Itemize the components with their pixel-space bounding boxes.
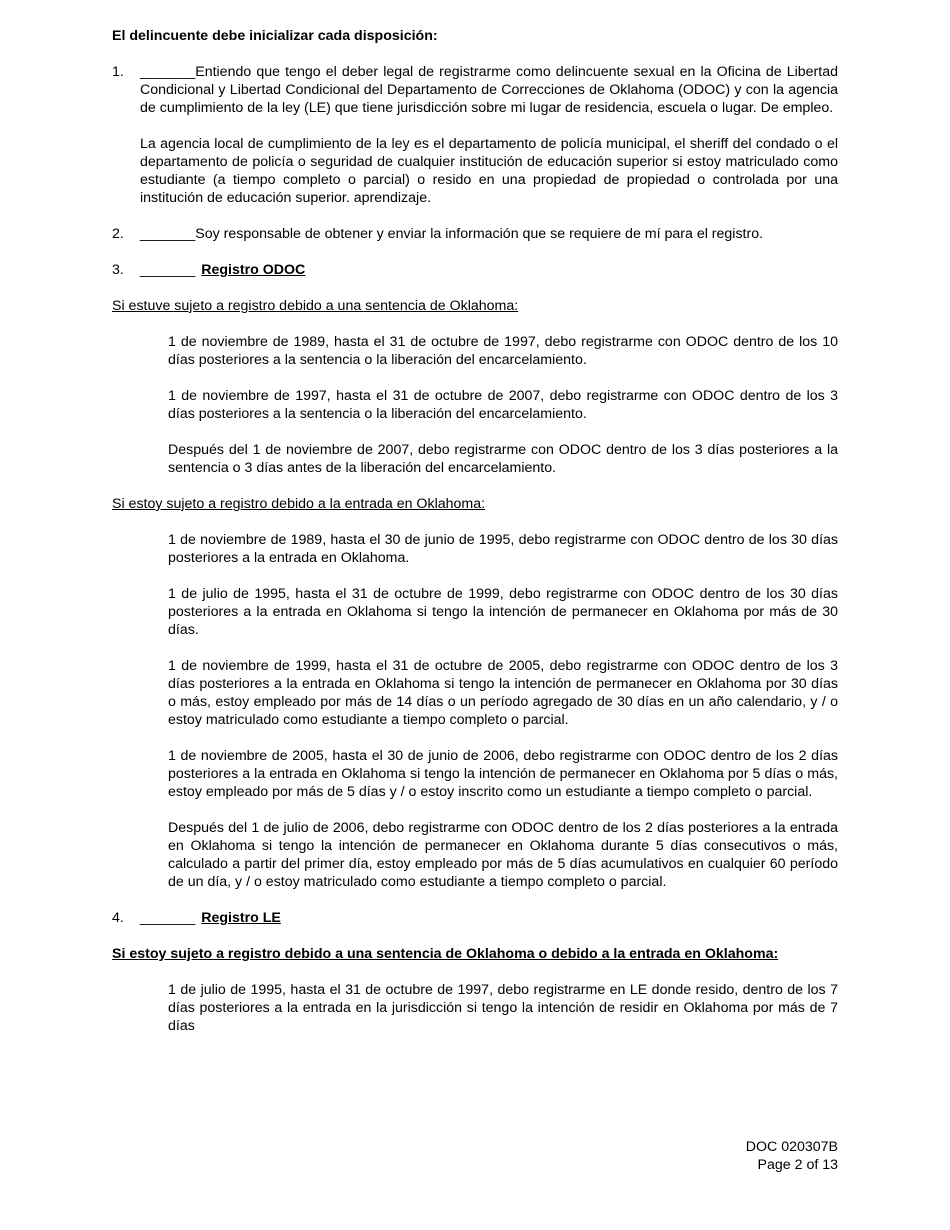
page-number: Page 2 of 13 [757, 1157, 838, 1173]
provision-text: _______Soy responsable de obtener y enviar la información que se requiere de mí para el registro. [140, 226, 764, 242]
paragraph: 1 de noviembre de 1997, hasta el 31 de octubre de 2007, debo registrarme con ODOC dentro de los 3 días posteriores a la sentencia o la liberación del encarcelamiento. [168, 388, 838, 422]
paragraph: Después del 1 de julio de 2006, debo registrarme con ODOC dentro de los 2 días posteriores a la entrada en Oklahoma si tengo la intención de permanecer en Oklahoma durante 5 días consecutivos o más, calculado a partir del primer día, estoy empleado por más de 5 días acumulativos en cualquier 60 período de un día, y / o estoy matriculado como estudiante a tiempo completo o parcial. [168, 820, 838, 890]
provision-subtext: La agencia local de cumplimiento de la ley es el departamento de policía municipal, el sheriff del condado o el departamento de policía o seguridad de cualquier institución de educación superior si estoy matriculado como estudiante (a tiempo completo o parcial) o resido en una propiedad de propiedad o controlada por una institución de educación superior. aprendizaje. [140, 136, 838, 206]
doc-number: DOC 020307B [745, 1139, 838, 1155]
paragraph: 1 de julio de 1995, hasta el 31 de octubre de 1999, debo registrarme con ODOC dentro de los 30 días posteriores a la entrada en Oklahoma si tengo la intención de permanecer en Oklahoma por más de 30 días. [168, 586, 838, 638]
paragraph: 1 de noviembre de 1989, hasta el 31 de octubre de 1997, debo registrarme con ODOC dentro de los 10 días posteriores a la sentencia o la liberación del encarcelamiento. [168, 334, 838, 368]
provision-title-line [140, 909, 838, 927]
initial-blank[interactable]: _______ [140, 910, 196, 926]
provision-number: 1. [112, 64, 124, 80]
paragraph: 1 de noviembre de 1989, hasta el 30 de junio de 1995, debo registrarme con ODOC dentro de los 30 días posteriores a la entrada en Oklahoma. [168, 532, 838, 566]
provision-number: 2. [112, 226, 124, 242]
document-page [112, 27, 838, 1053]
initial-blank[interactable]: _______ [140, 226, 196, 242]
initial-blank[interactable]: _______ [140, 262, 196, 278]
paragraph: 1 de noviembre de 2005, hasta el 30 de junio de 2006, debo registrarme con ODOC dentro de los 2 días posteriores a la entrada en Oklahoma si tengo la intención de permanecer en Oklahoma por 5 días o más, estoy empleado por más de 5 días y / o estoy inscrito como un estudiante a tiempo completo o parcial. [168, 748, 838, 800]
provision-number: 3. [112, 262, 124, 278]
odoc-entry-heading: Si estoy sujeto a registro debido a la entrada en Oklahoma: [112, 496, 486, 512]
odoc-sentence-heading: Si estuve sujeto a registro debido a una sentencia de Oklahoma: [112, 298, 519, 314]
section-title: Registro ODOC [201, 262, 306, 278]
provision-number: 4. [112, 910, 124, 926]
provision-2 [112, 225, 838, 243]
paragraph: Después del 1 de noviembre de 2007, debo registrarme con ODOC dentro de los 3 días posteriores a la sentencia o 3 días antes de la liberación del encarcelamiento. [168, 442, 838, 476]
initial-blank[interactable]: _______ [140, 64, 196, 80]
provision-3 [112, 261, 838, 279]
page-footer [746, 1138, 838, 1174]
provision-title-line [140, 261, 838, 279]
paragraph: 1 de julio de 1995, hasta el 31 de octubre de 1997, debo registrarme en LE donde resido, dentro de los 7 días posteriores a la entrada en la jurisdicción si tengo la intención de residir en Oklahoma por más de 7 días [168, 982, 838, 1034]
le-heading: Si estoy sujeto a registro debido a una sentencia de Oklahoma o debido a la entrada en Oklahoma: [112, 946, 779, 962]
paragraph: 1 de noviembre de 1999, hasta el 31 de octubre de 2005, debo registrarme con ODOC dentro de los 3 días posteriores a la entrada en Oklahoma si tengo la intención de permanecer en Oklahoma por 30 días o más, estoy empleado por más de 14 días o un período agregado de 30 días en un año calendario, y / o estoy matriculado como estudiante a tiempo completo o parcial. [168, 658, 838, 728]
provision-1 [112, 63, 838, 207]
page-heading: El delincuente debe inicializar cada disposición: [112, 28, 438, 44]
provision-text: _______Entiendo que tengo el deber legal de registrarme como delincuente sexual en la Oficina de Libertad Condicional y Libertad Condicional del Departamento de Correcciones de Oklahoma (ODOC) y con la agencia de cumplimiento de la ley (LE) que tiene jurisdicción sobre mi lugar de residencia, escuela o lugar. De empleo. [140, 64, 838, 116]
section-title: Registro LE [201, 910, 281, 926]
provision-4 [112, 909, 838, 927]
